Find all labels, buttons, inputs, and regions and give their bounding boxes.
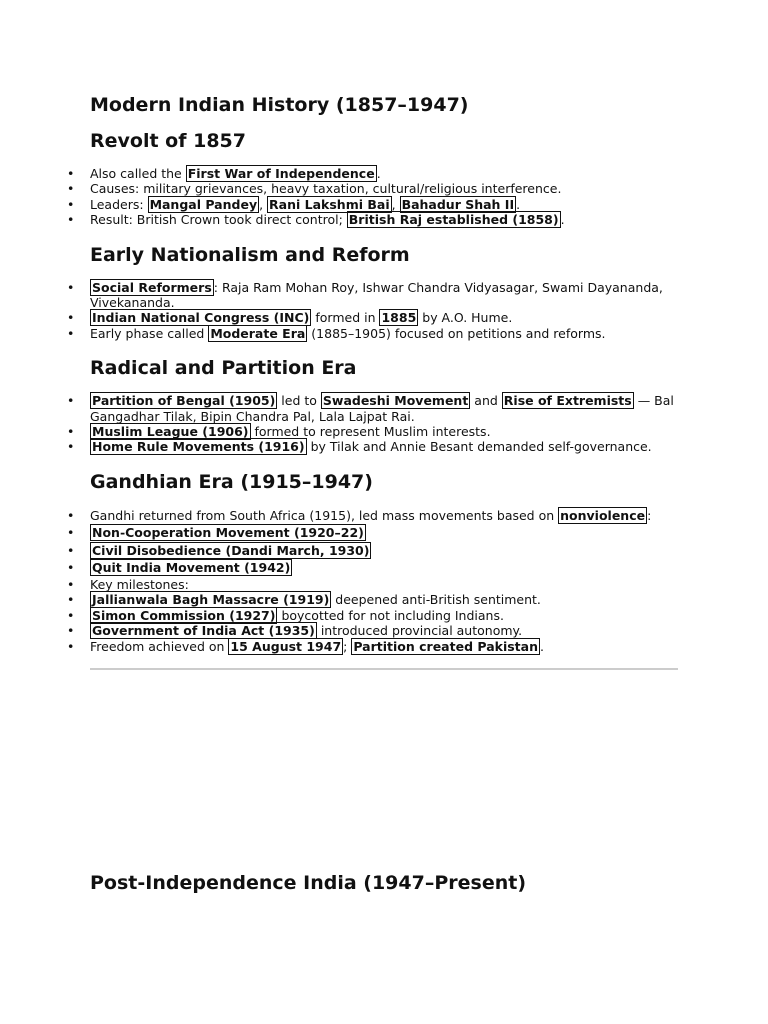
section-heading-post-independence: Post-Independence India (1947–Present) — [90, 872, 527, 894]
list-item: • Home Rule Movements (1916) by Tilak and Annie Besant demanded self-governance. — [90, 439, 680, 454]
key-term: Partition of Bengal (1905) — [92, 393, 276, 409]
key-term: British Raj established (1858) — [348, 212, 559, 228]
key-term: Rani Lakshmi Bai — [269, 196, 390, 212]
section-divider — [90, 668, 678, 670]
key-term: Muslim League (1906) — [92, 424, 249, 440]
key-term: 15 August 1947 — [230, 638, 342, 654]
section-heading-gandhian-era: Gandhian Era (1915–1947) — [90, 470, 373, 493]
list-item — [90, 524, 680, 542]
list-item: • Partition of Bengal (1905) led to Swadeshi Movement and Rise of Extremists — Bal Gangadhar Tilak, Bipin Chandra Pal, Lala Lajpat Rai. — [90, 393, 680, 424]
section-heading-revolt: Revolt of 1857 — [90, 130, 246, 152]
list-item: • Gandhi returned from South Africa (1915), led mass movements based on nonviolence : — [90, 507, 680, 525]
list-item: • Also called the First War of Independence . — [90, 166, 680, 181]
revolt-list — [90, 166, 680, 228]
key-term: Partition created Pakistan — [353, 638, 538, 654]
key-term: Non-Cooperation Movement (1920–22) — [92, 525, 364, 541]
key-term: Rise of Extremists — [503, 393, 632, 409]
key-term: Bahadur Shah II — [401, 196, 515, 212]
key-term: Civil Disobedience (Dandi March, 1930) — [92, 542, 370, 558]
list-item: • Simon Commission (1927) boycotted for not including Indians. — [90, 608, 680, 623]
early-nationalism-list — [90, 280, 680, 342]
list-item: • Indian National Congress (INC) formed in 1885 by A.O. Hume. — [90, 310, 680, 325]
list-item — [90, 542, 680, 560]
list-item: • Social Reformers : Raja Ram Mohan Roy, Ishwar Chandra Vidyasagar, Swami Dayananda, Vivekananda. — [90, 280, 680, 311]
list-item: • Freedom achieved on 15 August 1947 ; Partition created Pakistan . — [90, 639, 680, 654]
list-item: • Government of India Act (1935) introduced provincial autonomy. — [90, 623, 680, 638]
document-body — [90, 92, 680, 670]
radical-partition-list — [90, 393, 680, 455]
key-term: Social Reformers — [92, 279, 212, 295]
list-item: • Result: British Crown took direct control; British Raj established (1858) . — [90, 212, 680, 227]
key-term: Jallianwala Bagh Massacre (1919) — [92, 592, 330, 608]
key-term: First War of Independence — [187, 166, 375, 181]
key-term: Indian National Congress (INC) — [92, 310, 310, 326]
list-item: • Jallianwala Bagh Massacre (1919) deepened anti-British sentiment. — [90, 592, 680, 607]
section-heading-early-nationalism: Early Nationalism and Reform — [90, 243, 410, 266]
list-item: • Key milestones: — [90, 577, 680, 592]
key-term: Home Rule Movements (1916) — [92, 439, 305, 455]
list-item — [90, 559, 680, 577]
key-term: Government of India Act (1935) — [92, 623, 315, 639]
gandhian-era-list — [90, 507, 680, 654]
list-item: • Causes: military grievances, heavy taxation, cultural/religious interference. — [90, 181, 680, 196]
list-item: • Muslim League (1906) formed to represent Muslim interests. — [90, 424, 680, 439]
key-term: nonviolence — [560, 507, 646, 523]
key-term: 1885 — [381, 310, 417, 326]
list-item: • Early phase called Moderate Era (1885–1905) focused on petitions and reforms. — [90, 326, 680, 341]
page-title: Modern Indian History (1857–1947) — [90, 94, 469, 116]
key-term: Simon Commission (1927) — [92, 607, 276, 623]
key-term: Moderate Era — [210, 325, 306, 341]
key-term: Mangal Pandey — [149, 196, 258, 212]
key-term: Quit India Movement (1942) — [92, 560, 291, 576]
section-heading-radical-partition: Radical and Partition Era — [90, 357, 357, 380]
list-item: • Leaders: Mangal Pandey , Rani Lakshmi Bai , Bahadur Shah II . — [90, 197, 680, 212]
key-term: Swadeshi Movement — [322, 393, 469, 409]
